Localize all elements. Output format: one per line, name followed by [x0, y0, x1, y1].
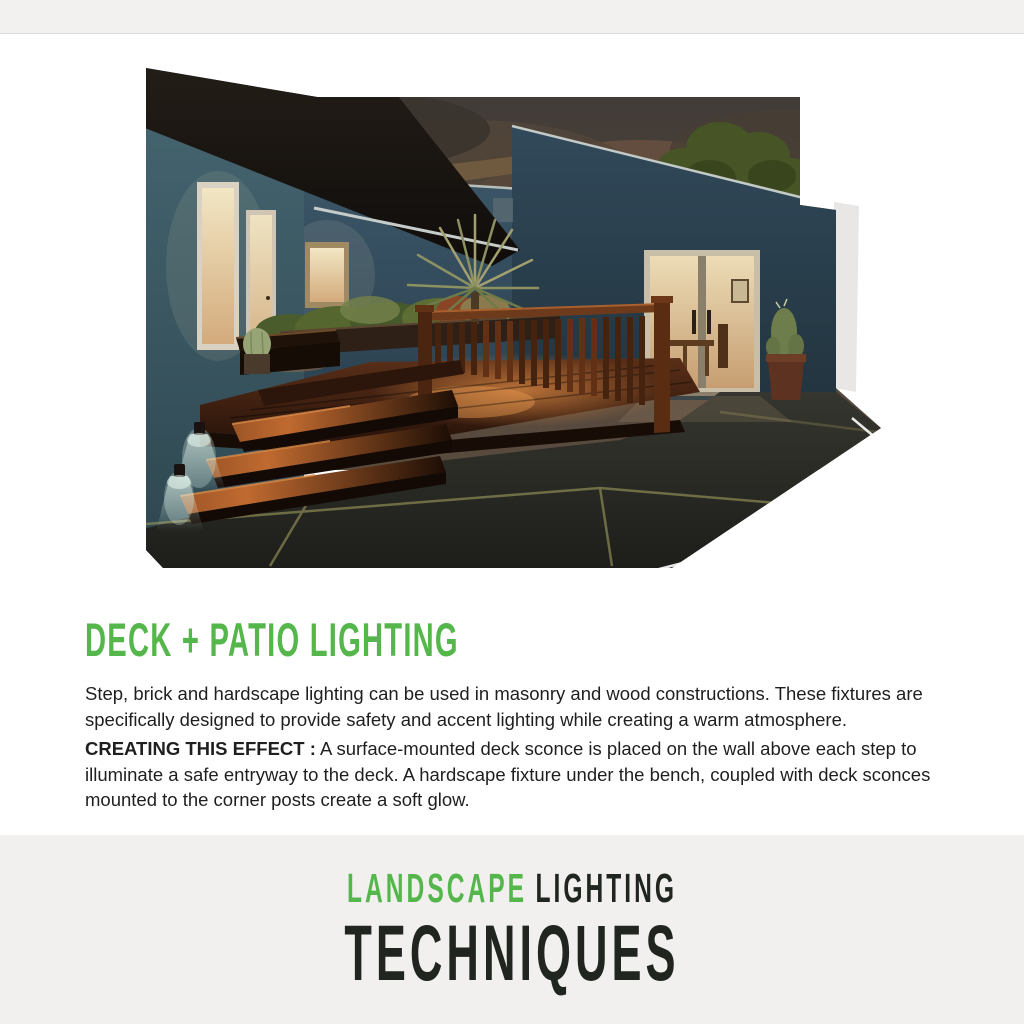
- picture-frame: [732, 280, 748, 302]
- collage-paper-edge: [834, 202, 859, 392]
- top-gray-band: [0, 0, 1024, 34]
- series-title: TECHNIQUES: [344, 908, 680, 997]
- deck-night-illustration: [140, 60, 885, 610]
- railing-post: [654, 302, 670, 433]
- intro-paragraph: Step, brick and hardscape lighting can be used in masonry and wood constructions. These fixtures are specifically designed to provide safety and accent lighting while creating a warm atmosphere.: [85, 683, 923, 730]
- series-word-landscape: LANDSCAPE: [346, 865, 528, 911]
- effect-paragraph-lead: CREATING THIS EFFECT :: [85, 738, 316, 759]
- effect-paragraph-body: A surface-mounted deck sconce is placed on the wall above each step to illuminate a safe entryway to the deck. A hardscape fixture under the bench, coupled with deck sconces mounted to the corner posts create a soft glow.: [85, 738, 931, 811]
- effect-paragraph: [85, 736, 951, 813]
- footer-band: [0, 835, 1024, 1024]
- series-subtitle: [0, 865, 1024, 911]
- page-title: DECK + PATIO LIGHTING: [85, 613, 459, 666]
- potted-cactus-left: [243, 328, 271, 374]
- series-word-lighting: LIGHTING: [535, 865, 677, 911]
